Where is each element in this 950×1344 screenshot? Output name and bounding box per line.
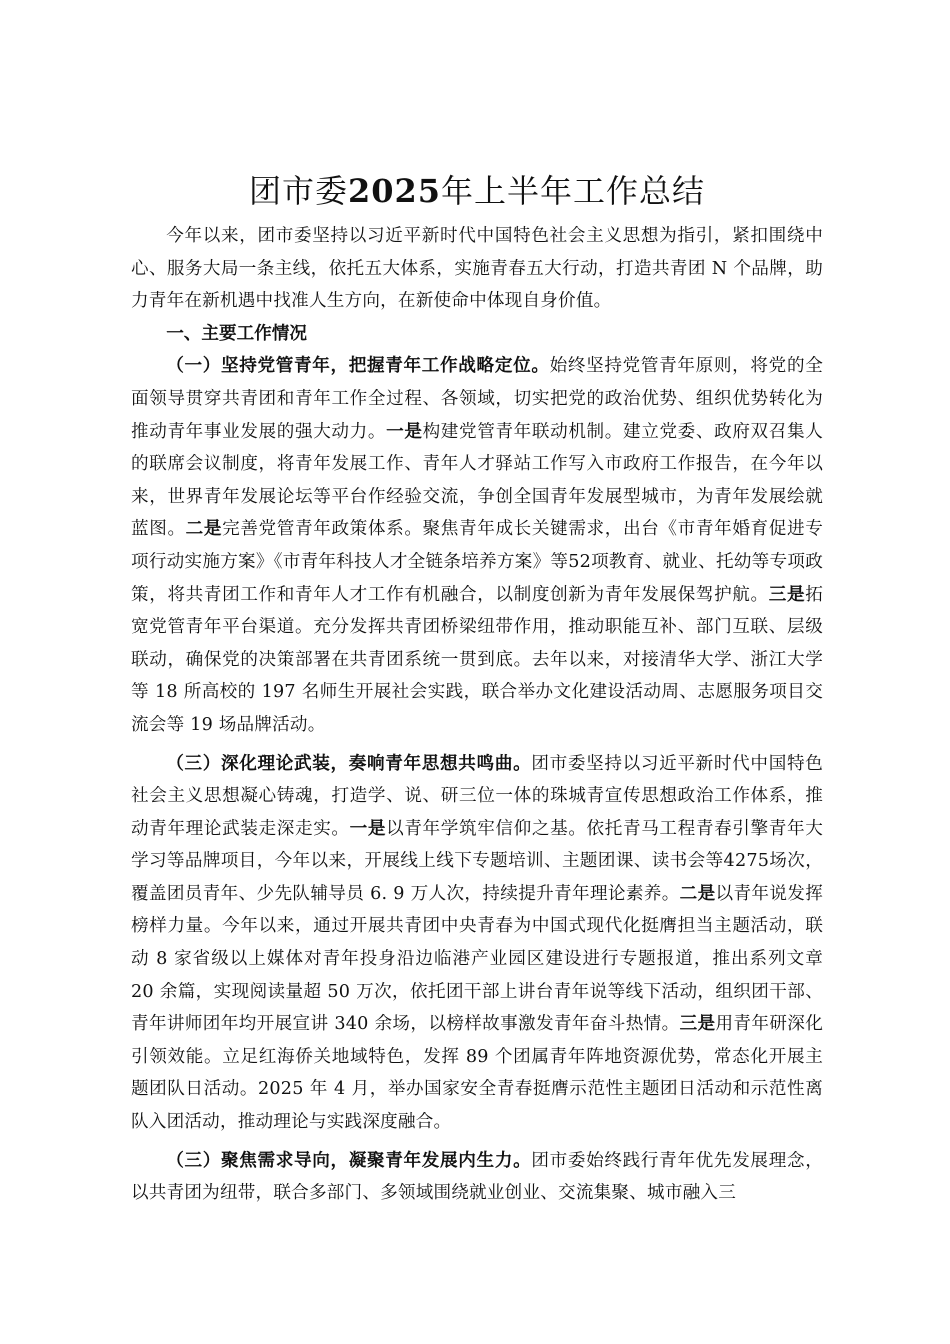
document-body: [131, 170, 823, 1210]
part2-text-c: 以青年说发挥榜样力量。今年以来，通过开展共青团中央青春为中国式现代化挺膺担当主题活动，联动 8 家省级以上媒体对青年投身沿边临港产业园区建设进行专题报道，推出系列文章 20 余篇，实现阅读量超 50 万次，依托团干部上讲台青年说等线下活动，组织团干部、青年讲师团年均开展宣讲 340 余场，以榜样故事激发青年奋斗热情。: [131, 883, 823, 1035]
part3-heading: （三）聚焦需求导向，凝聚青年发展内生力。: [166, 1149, 532, 1171]
part1-text-b: 构建党管青年联动机制。建立党委、政府双召集人的联席会议制度，将青年发展工作、青年人才驿站工作写入市政府工作报告，在今年以来，世界青年发展论坛等平台作经验交流，争创全国青年发展型城市，为青年发展绘就蓝图。: [131, 421, 824, 540]
part2-lead-3: 三是: [679, 1013, 716, 1035]
part2-paragraph: [131, 748, 823, 1139]
part2-text-b: 以青年学筑牢信仰之基。依托青马工程青春引擎青年大学习等品牌项目，今年以来，开展线上线下专题培训、主题团课、读书会等4275场次，覆盖团员青年、少先队辅导员 6. 9 万人次，持续提升青年理论素养。: [131, 818, 823, 904]
part3-text-a: 团市委始终践行青年优先发展理念，以共青团为纽带，联合多部门、多领域围绕就业创业、交流集聚、城市融入三: [131, 1150, 823, 1204]
part1-lead-2: 二是: [185, 518, 223, 540]
part2-lead-2: 二是: [679, 882, 716, 904]
part2-text-a: 团市委坚持以习近平新时代中国特色社会主义思想凝心铸魂，打造学、说、研三位一体的珠城青宣传思想政治工作体系，推动青年理论武装走深走实。: [131, 753, 823, 839]
title-year: 2025: [347, 172, 442, 210]
part2-lead-1: 一是: [349, 817, 387, 839]
section-heading-main-work: 一、主要工作情况: [166, 322, 307, 344]
part1-text-c: 完善党管青年政策体系。聚焦青年成长关键需求，出台《市青年婚育促进专项行动实施方案》《市青年科技人才全链条培养方案》等52项教育、就业、托幼等专项政策，将共青团工作和青年人才工作有机融合，以制度创新为青年发展保驾护航。: [131, 519, 823, 605]
part1-text-d: 拓宽党管青年平台渠道。充分发挥共青团桥梁纽带作用，推动职能互补、部门互联、层级联动，确保党的决策部署在共青团系统一贯到底。去年以来，对接清华大学、浙江大学等 18 所高校的 197 名师生开展社会实践，联合举办文化建设活动周、志愿服务项目交流会等 19 场品牌活动。: [131, 584, 823, 735]
part2-heading: （三）深化理论武装，奏响青年思想共鸣曲。: [166, 752, 532, 774]
part2-text-d: 用青年研深化引领效能。立足红海侨关地域特色，发挥 89 个团属青年阵地资源优势，常态化开展主题团队日活动。2025 年 4 月，举办国家安全青春挺膺示范性主题团日活动和示范性离队入团活动，推动理论与实践深度融合。: [131, 1014, 824, 1133]
part3-paragraph: [131, 1145, 823, 1210]
intro-paragraph: 今年以来，团市委坚持以习近平新时代中国特色社会主义思想为指引，紧扣围绕中心、服务大局一条主线，依托五大体系，实施青春五大行动，打造共青团 N 个品牌，助力青年在新机遇中找准人生方向，在新使命中体现自身价值。: [131, 226, 823, 312]
part1-lead-1: 一是: [386, 420, 423, 442]
title-suffix: 年上半年工作总结: [441, 172, 706, 210]
part1-lead-3: 三是: [768, 583, 806, 605]
title-prefix: 团市委: [248, 172, 348, 210]
page-title: [131, 170, 823, 212]
part1-heading: （一）坚持党管青年，把握青年工作战略定位。: [166, 355, 550, 377]
part1-text-a: 始终坚持党管青年原则，将党的全面领导贯穿共青团和青年工作全过程、各领域，切实把党的政治优势、组织优势转化为推动青年事业发展的强大动力。: [131, 356, 823, 442]
part1-paragraph: [131, 350, 823, 741]
